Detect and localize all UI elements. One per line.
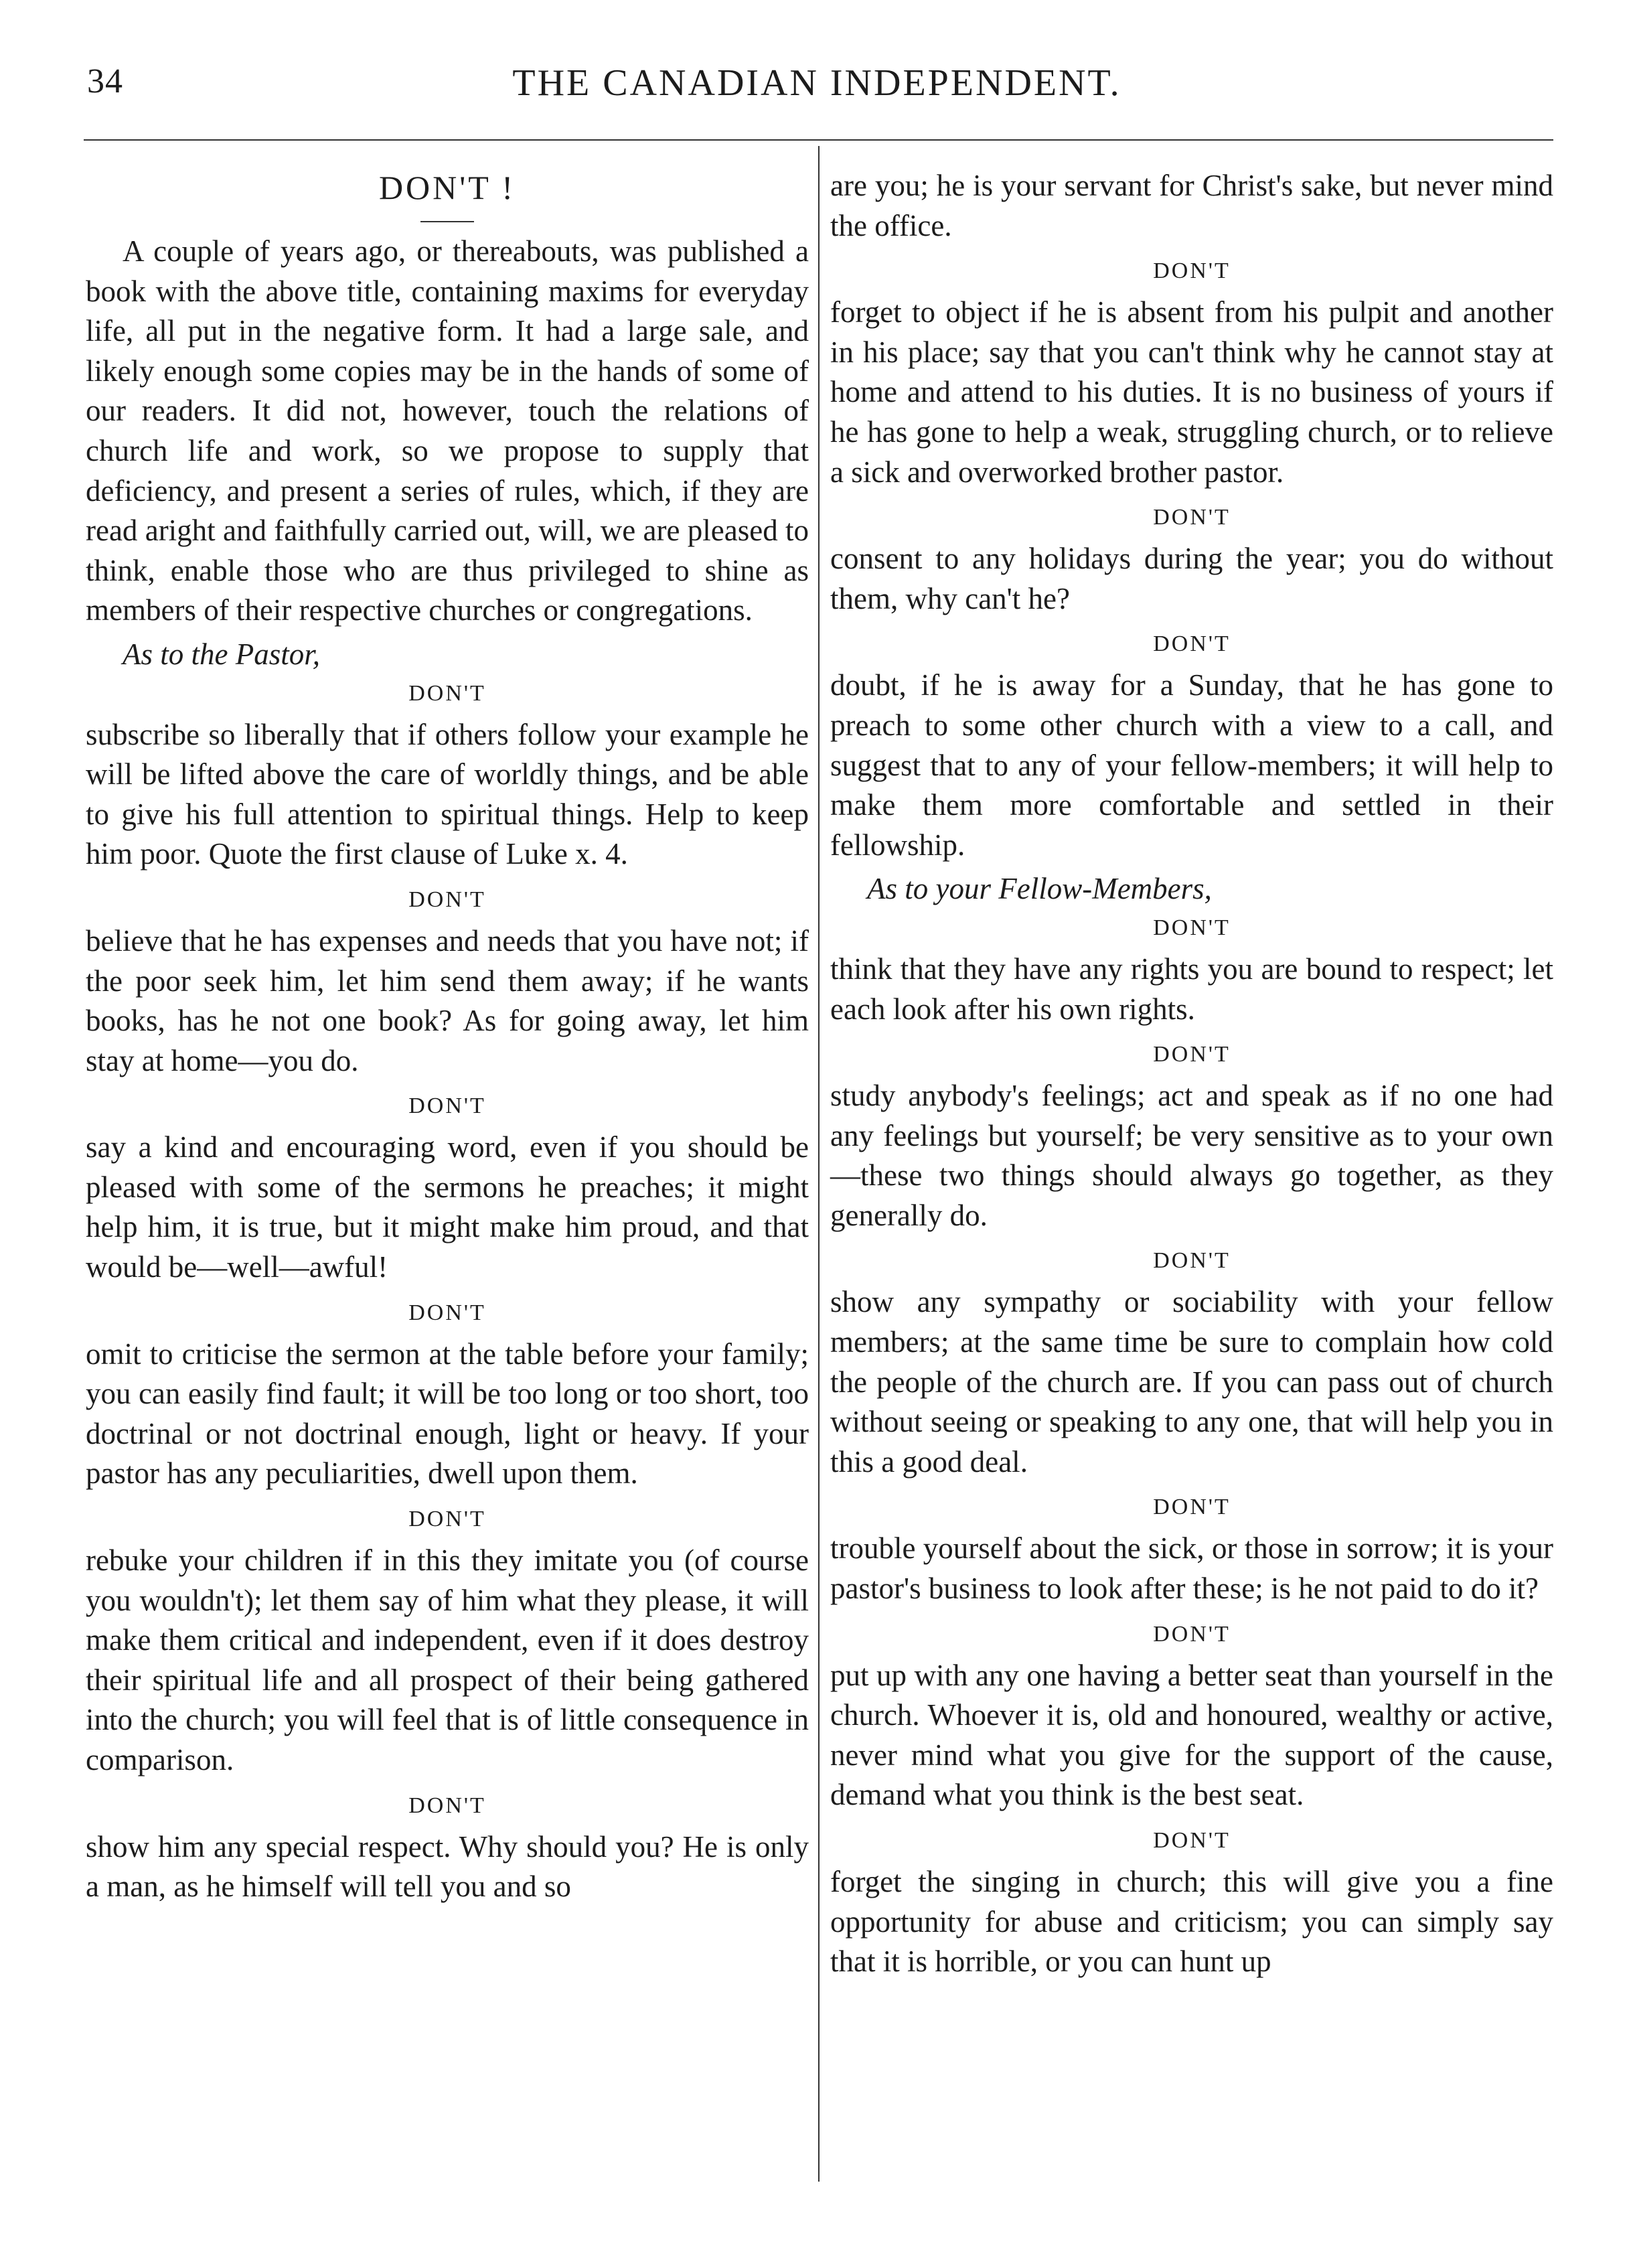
rule-paragraph: put up with any one having a better seat than yourself in the church. Whoever it is, old and honoured, wealthy or active, never mind what you give for the support of the cause, demand what you think is the best seat. <box>830 1658 1553 1812</box>
intro-paragraph: A couple of years ago, or thereabouts, was published a book with the above title, containing maxims for everyday life, all put in the negative form. It had a large sale, and likely enough some copies may be in the hands of some of our readers. It did not, however, touch the relations of church life and work, so we propose to supply that deficiency, and present a series of rules, which, if they are read aright and faithfully carried out, will, we are pleased to think, enable those who are thus privileged to shine as members of their respective churches or congregations. <box>86 234 809 627</box>
page-header <box>80 62 1553 115</box>
dont-label: DON'T <box>408 680 486 706</box>
rule-paragraph: subscribe so liberally that if others follow your example he will be lifted above the care of worldly things, and be able to give his full attention to spiritual things. Help to keep him poor. Quote the first clause of Luke x. 4. <box>86 717 809 871</box>
rule-paragraph: study anybody's feelings; act and speak as if no one had any feelings but yourself; be very sensitive as to your own—these two things should always go together, as they generally do. <box>830 1079 1553 1232</box>
header-rule <box>84 139 1553 141</box>
dont-label: DON'T <box>1153 1621 1231 1647</box>
dont-label: DON'T <box>408 1300 486 1325</box>
rule-paragraph: omit to criticise the sermon at the table before your family; you can easily find fault; it will be too long or too short, too doctrinal or not doctrinal enough, light or heavy. If your pastor has any peculiarities, dwell upon them. <box>86 1337 809 1491</box>
article-title: DON'T ! <box>378 169 516 206</box>
rule-paragraph: forget to object if he is absent from his pulpit and another in his place; say that you can't think why he cannot stay at home and attend to his duties. It is no business of yours if he has gone to help a weak, struggling church, or to relieve a sick and overworked brother pastor. <box>830 295 1553 489</box>
dont-label: DON'T <box>408 1793 486 1818</box>
title-rule <box>420 221 474 222</box>
right-column <box>830 166 1553 1986</box>
rule-paragraph: doubt, if he is away for a Sunday, that he has gone to preach to some other church with a view to a call, and suggest that to any of your fellow-members; it will help to make them more comfortable and settled in their fellowship. <box>830 668 1553 862</box>
continued-paragraph: are you; he is your servant for Christ's sake, but never mind the office. <box>830 169 1553 242</box>
dont-label: DON'T <box>1153 1042 1231 1067</box>
running-title: THE CANADIAN INDEPENDENT. <box>512 62 1121 104</box>
dont-label: DON'T <box>1153 1828 1231 1853</box>
rule-paragraph: show any sympathy or sociability with your fellow members; at the same time be sure to complain how cold the people of the church are. If you can pass out of church without seeing or speaking to any one, that will help you in this a good deal. <box>830 1285 1553 1479</box>
dont-label: DON'T <box>408 1507 486 1532</box>
column-divider <box>818 146 820 2182</box>
section-heading-fellow-members: As to your Fellow-Members, <box>867 872 1212 906</box>
dont-label: DON'T <box>1153 1248 1231 1274</box>
dont-label: DON'T <box>1153 258 1231 284</box>
rule-paragraph: rebuke your children if in this they imitate you (of course you wouldn't); let them say of him what they please, it will make them critical and independent, even if it does destroy their spiritual life and all prospect of their being gathered into the church; you will feel that is of little consequence in comparison. <box>86 1543 809 1776</box>
rule-paragraph: trouble yourself about the sick, or those in sorrow; it is your pastor's business to look after these; is he not paid to do it? <box>830 1531 1553 1606</box>
dont-label: DON'T <box>1153 915 1231 940</box>
dont-label: DON'T <box>408 1093 486 1119</box>
section-heading-pastor: As to the Pastor, <box>123 637 321 671</box>
rule-paragraph: forget the singing in church; this will give you a fine opportunity for abuse and criticism; you can simply say that it is horrible, or you can hunt up <box>830 1865 1553 1979</box>
left-column <box>86 166 809 1911</box>
dont-label: DON'T <box>1153 1495 1231 1520</box>
rule-paragraph: show him any special respect. Why should you? He is only a man, as he himself will tell you and so <box>86 1829 809 1904</box>
rule-paragraph: consent to any holidays during the year; you do without them, why can't he? <box>830 542 1553 615</box>
rule-paragraph: think that they have any rights you are bound to respect; let each look after his own rights. <box>830 952 1553 1026</box>
dont-label: DON'T <box>1153 505 1231 530</box>
dont-label: DON'T <box>408 887 486 912</box>
rule-paragraph: believe that he has expenses and needs that you have not; if the poor seek him, let him send them away; if he wants books, has he not one book? As for going away, let him stay at home—you do. <box>86 923 809 1077</box>
dont-label: DON'T <box>1153 631 1231 657</box>
page-number: 34 <box>87 62 123 100</box>
rule-paragraph: say a kind and encouraging word, even if you should be pleased with some of the sermons he preaches; it might help him, it is true, but it might make him proud, and that would be—well—awful! <box>86 1130 809 1284</box>
